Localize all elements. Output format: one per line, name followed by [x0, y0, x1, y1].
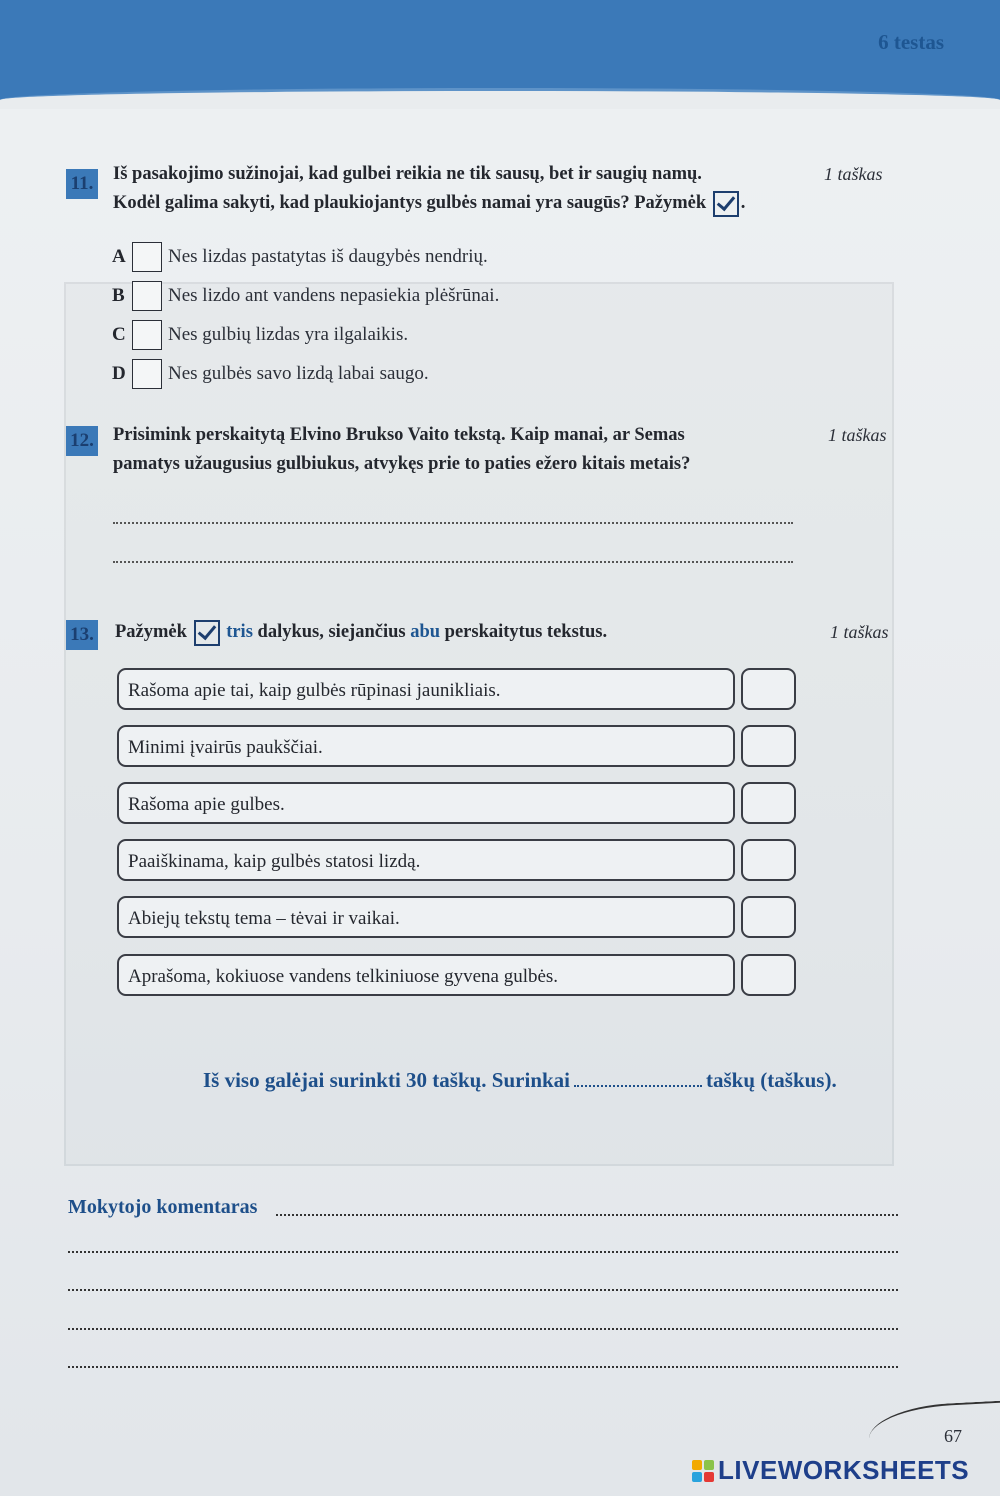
- teacher-comment-label: Mokytojo komentaras: [68, 1196, 258, 1218]
- option-b: [112, 281, 499, 311]
- question-12-text: [113, 421, 813, 479]
- option-letter: D: [112, 363, 126, 384]
- question-12-number: 12.: [66, 426, 98, 456]
- option-c: [112, 320, 408, 350]
- liveworksheets-watermark: [692, 1455, 969, 1486]
- comment-line-4[interactable]: [68, 1328, 898, 1330]
- comment-line-2[interactable]: [68, 1251, 898, 1253]
- question-12-line1: Prisimink perskaitytą Elvino Brukso Vaito tekstą. Kaip manai, ar Semas: [113, 425, 685, 445]
- question-11-line1: Iš pasakojimo sužinojai, kad gulbei reikia ne tik sausų, bet ir saugių namų.: [113, 164, 702, 184]
- score-input-line[interactable]: [574, 1085, 702, 1087]
- watermark-text: LIVEWORKSHEETS: [718, 1455, 970, 1485]
- statement-checkbox[interactable]: [741, 782, 796, 824]
- question-13-text: Pažymėk tris dalykus, siejančius abu perskaitytus tekstus.: [115, 618, 815, 647]
- answer-line-1[interactable]: [113, 522, 793, 524]
- option-text: Nes lizdas pastatytas iš daugybės nendrių.: [168, 246, 488, 267]
- option-text: Nes lizdo ant vandens nepasiekia plėšrūnai.: [168, 285, 500, 306]
- total-score-line: Iš viso galėjai surinkti 30 taškų. Surinkai taškų (taškus).: [203, 1068, 837, 1092]
- statement-row: Minimi įvairūs paukščiai.: [117, 725, 735, 767]
- question-12-points: 1 taškas: [828, 425, 887, 445]
- page-number: 67: [944, 1426, 962, 1446]
- checkmark-box-icon: [194, 620, 220, 646]
- question-13-number: 13.: [66, 620, 98, 650]
- option-letter: B: [112, 285, 125, 306]
- question-11-text: [113, 160, 813, 218]
- question-11-line2: Kodėl galima sakyti, kad plaukiojantys gulbės namai yra saugūs? Pažymėk .: [113, 189, 813, 218]
- show-through-background: [64, 282, 894, 1166]
- option-letter: A: [112, 246, 126, 267]
- answer-line-2[interactable]: [113, 561, 793, 563]
- statement-row: Rašoma apie tai, kaip gulbės rūpinasi jaunikliais.: [117, 668, 735, 710]
- option-text: Nes gulbės savo lizdą labai saugo.: [168, 363, 429, 384]
- statement-checkbox[interactable]: [741, 896, 796, 938]
- checkmark-box-icon: [713, 191, 739, 217]
- header-bar: [0, 0, 1000, 100]
- question-12-line2: pamatys užaugusius gulbiukus, atvykęs prie to paties ežero kitais metais?: [113, 454, 691, 474]
- question-11-points: 1 taškas: [824, 164, 883, 184]
- statement-checkbox[interactable]: [741, 954, 796, 996]
- option-a-checkbox[interactable]: [132, 242, 162, 272]
- option-b-checkbox[interactable]: [132, 281, 162, 311]
- liveworksheets-logo-icon: [692, 1460, 714, 1482]
- comment-line-5[interactable]: [68, 1366, 898, 1368]
- option-text: Nes gulbių lizdas yra ilgalaikis.: [168, 324, 409, 345]
- option-c-checkbox[interactable]: [132, 320, 162, 350]
- page-corner-curve: [867, 1400, 1000, 1439]
- option-letter: C: [112, 324, 126, 345]
- option-d-checkbox[interactable]: [132, 359, 162, 389]
- statement-checkbox[interactable]: [741, 668, 796, 710]
- page-header-title: 6 testas: [878, 30, 944, 54]
- statement-row: Abiejų tekstų tema – tėvai ir vaikai.: [117, 896, 735, 938]
- statement-row: Aprašoma, kokiuose vandens telkiniuose gyvena gulbės.: [117, 954, 735, 996]
- statement-row: Rašoma apie gulbes.: [117, 782, 735, 824]
- option-a: [112, 242, 488, 272]
- header-bar-edge: [0, 88, 1000, 109]
- comment-line-1[interactable]: [276, 1214, 898, 1216]
- statement-checkbox[interactable]: [741, 839, 796, 881]
- question-13-points: 1 taškas: [830, 622, 889, 642]
- question-11-number: 11.: [66, 169, 98, 199]
- statement-checkbox[interactable]: [741, 725, 796, 767]
- option-d: [112, 359, 429, 389]
- statement-row: Paaiškinama, kaip gulbės statosi lizdą.: [117, 839, 735, 881]
- comment-line-3[interactable]: [68, 1289, 898, 1291]
